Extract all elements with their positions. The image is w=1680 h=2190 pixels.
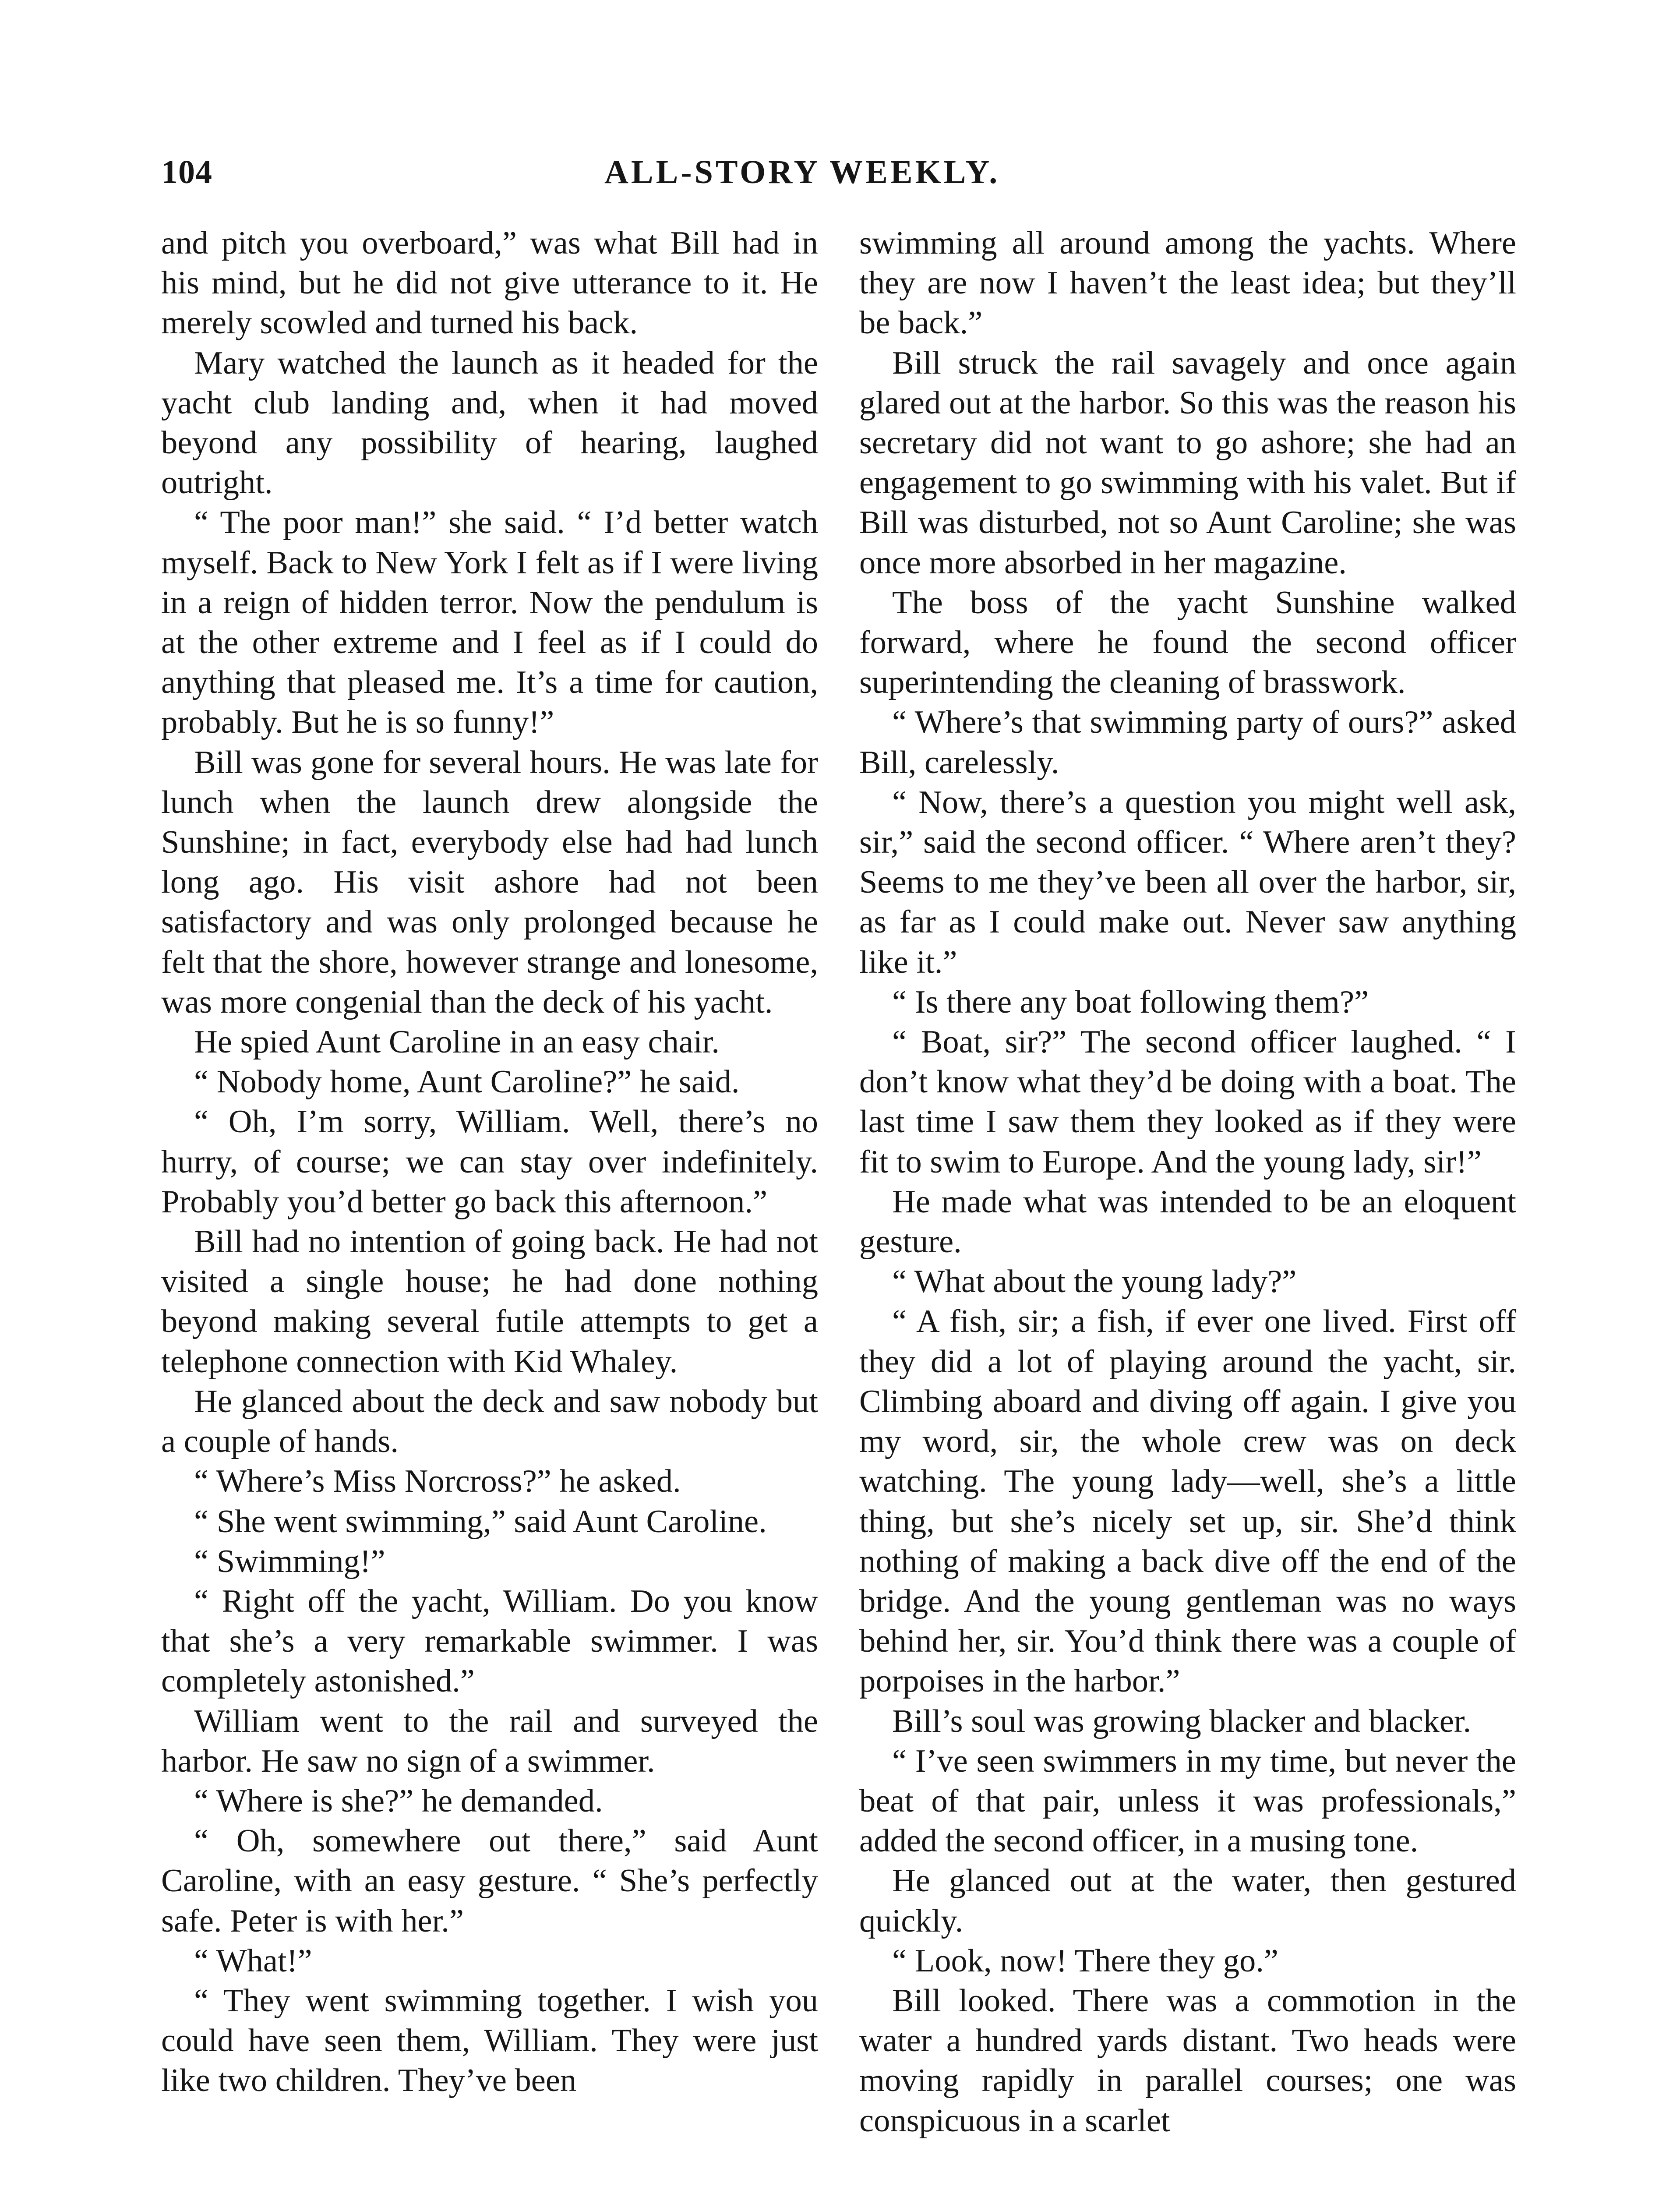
left-column <box>161 223 818 2101</box>
paragraph: “ Now, there’s a question you might well ask, sir,” said the second officer. “ Where aren’t they? Seems to me they’ve been all over the harbor, sir, as far as I could make out. Never saw anything like it.” <box>859 784 1516 980</box>
page-number: 104 <box>161 154 212 191</box>
paragraph: He glanced out at the water, then gestured quickly. <box>859 1863 1516 1939</box>
paragraph: “ Oh, somewhere out there,” said Aunt Caroline, with an easy gesture. “ She’s perfectly safe. Peter is with her.” <box>161 1823 818 1939</box>
paragraph: “ I’ve seen swimmers in my time, but never the beat of that pair, unless it was professionals,” added the second officer, in a musing tone. <box>859 1743 1516 1859</box>
paragraph: “ Swimming!” <box>194 1543 385 1579</box>
paragraph: He spied Aunt Caroline in an easy chair. <box>194 1024 720 1060</box>
paragraph: “ What about the young lady?” <box>892 1264 1297 1300</box>
paragraph: “ A fish, sir; a fish, if ever one lived. First off they did a lot of playing around the yacht, sir. Climbing aboard and diving off again. I give you my word, sir, the whole crew was on deck watching. The young lady—well, she’s a little thing, but she’s nicely set up, sir. She’d think nothing of making a back dive off the end of the bridge. And the young gentleman was no ways behind her, sir. You’d think there was a couple of porpoises in the harbor.” <box>859 1303 1516 1699</box>
paragraph: The boss of the yacht Sunshine walked forward, where he found the second officer superintending the cleaning of brasswork. <box>859 584 1516 701</box>
right-column <box>859 223 1516 2141</box>
paragraph: “ Is there any boat following them?” <box>892 984 1369 1020</box>
paragraph: “ Boat, sir?” The second officer laughed. “ I don’t know what they’d be doing with a boat. The last time I saw them they looked as if they were fit to swim to Europe. And the young lady, sir!” <box>859 1024 1516 1180</box>
paragraph: “ She went swimming,” said Aunt Caroline. <box>194 1503 767 1540</box>
paragraph: swimming all around among the yachts. Where they are now I haven’t the least idea; but they’ll be back.” <box>859 225 1516 341</box>
paragraph: “ Where is she?” he demanded. <box>194 1783 603 1819</box>
paragraph: “ Nobody home, Aunt Caroline?” he said. <box>194 1064 740 1100</box>
paragraph: Bill was gone for several hours. He was late for lunch when the launch drew alongside the Sunshine; in fact, everybody else had had lunch long ago. His visit ashore had not been satisfactory and was only prolonged because he felt that the shore, however strange and lonesome, was more congenial than the deck of his yacht. <box>161 744 818 1020</box>
paragraph: He glanced about the deck and saw nobody but a couple of hands. <box>161 1383 818 1460</box>
paragraph: Bill had no intention of going back. He had not visited a single house; he had done nothing beyond making several futile attempts to get a telephone connection with Kid Whaley. <box>161 1224 818 1380</box>
paragraph: Mary watched the launch as it headed for the yacht club landing and, when it had moved beyond any possibility of hearing, laughed outright. <box>161 345 818 501</box>
paragraph: “ Oh, I’m sorry, William. Well, there’s no hurry, of course; we can stay over indefinitely. Probably you’d better go back this afternoon.” <box>161 1104 818 1220</box>
paragraph: “ Where’s Miss Norcross?” he asked. <box>194 1463 681 1500</box>
paragraph: He made what was intended to be an eloquent gesture. <box>859 1183 1516 1260</box>
paragraph: “ Look, now! There they go.” <box>892 1943 1278 1979</box>
paragraph: William went to the rail and surveyed the harbor. He saw no sign of a swimmer. <box>161 1703 818 1779</box>
paragraph: “ Where’s that swimming party of ours?” asked Bill, carelessly. <box>859 704 1516 781</box>
paragraph: Bill looked. There was a commotion in the water a hundred yards distant. Two heads were moving rapidly in parallel courses; one was conspicuous in a scarlet <box>859 1982 1516 2139</box>
paragraph: Bill struck the rail savagely and once again glared out at the harbor. So this was the reason his secretary did not want to go ashore; she had an engagement to go swimming with his valet. But if Bill was disturbed, not so Aunt Caroline; she was once more absorbed in her magazine. <box>859 345 1516 581</box>
paragraph: Bill’s soul was growing blacker and blacker. <box>892 1703 1472 1739</box>
paragraph: “ They went swimming together. I wish you could have seen them, William. They were just like two children. They’ve been <box>161 1982 818 2099</box>
running-title: ALL-STORY WEEKLY. <box>604 154 1000 191</box>
paragraph: and pitch you overboard,” was what Bill had in his mind, but he did not give utterance to it. He merely scowled and turned his back. <box>161 225 818 341</box>
paragraph: “ What!” <box>194 1943 312 1979</box>
paragraph: “ Right off the yacht, William. Do you know that she’s a very remarkable swimmer. I was completely astonished.” <box>161 1583 818 1699</box>
paragraph: “ The poor man!” she said. “ I’d better watch myself. Back to New York I felt as if I were living in a reign of hidden terror. Now the pendulum is at the other extreme and I feel as if I could do anything that pleased me. It’s a time for caution, probably. But he is so funny!” <box>161 505 818 741</box>
